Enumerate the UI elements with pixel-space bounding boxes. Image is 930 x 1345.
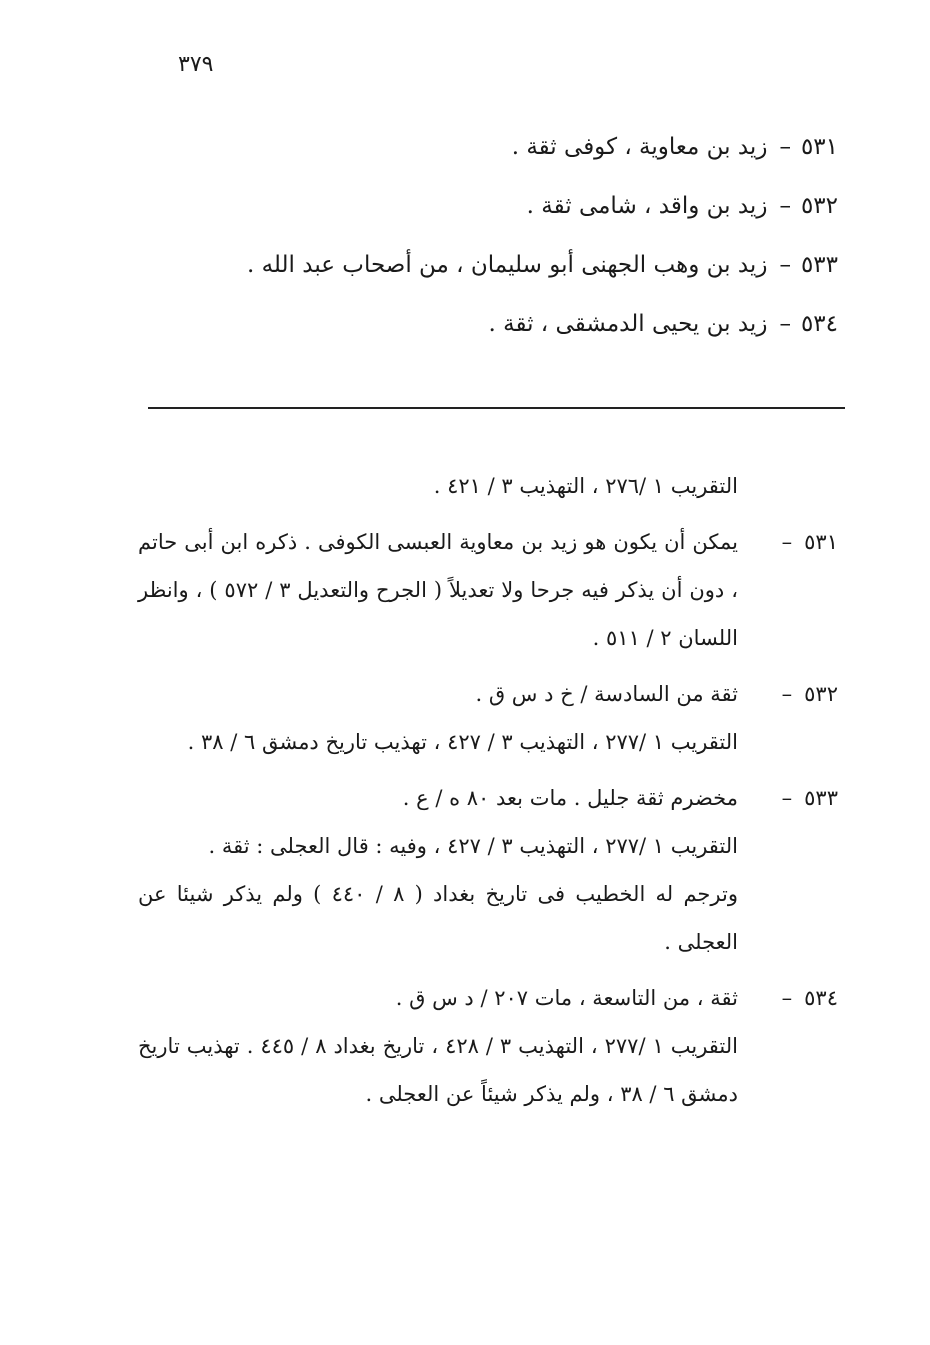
entry-number: ٥٣٤ <box>800 311 838 337</box>
entry-dash: – <box>779 193 791 219</box>
entry-text: زيد بن يحيى الدمشقى ، ثقة . <box>488 311 768 337</box>
footnote-label <box>738 670 838 766</box>
footnote-line: وترجم له الخطيب فى تاريخ بغداد ( ٨ / ٤٤٠ ) ولم يذكر شيئا عن العجلى . <box>138 882 738 954</box>
footnote-body <box>138 518 738 662</box>
entry-531 <box>138 132 838 191</box>
entry-533 <box>138 250 838 309</box>
entry-dash: – <box>779 252 791 278</box>
entry-number: ٥٣٢ <box>800 193 838 219</box>
main-entries <box>138 132 838 368</box>
footnote-label <box>738 974 838 1118</box>
footnote-intro: التقريب ١ /٢٧٦ ، التهذيب ٣ / ٤٢١ . <box>433 474 738 498</box>
footnote-dash: – <box>781 530 793 554</box>
entry-532 <box>138 191 838 250</box>
footnote-divider <box>148 407 845 409</box>
footnote-line: التقريب ١ /٢٧٧ ، التهذيب ٣ / ٤٢٧ ، تهذيب تاريخ دمشق ٦ / ٣٨ . <box>187 730 738 754</box>
entry-dash: – <box>779 311 791 337</box>
entry-text: زيد بن واقد ، شامى ثقة . <box>526 193 768 219</box>
footnote-531 <box>138 518 838 662</box>
footnote-534 <box>138 974 838 1118</box>
entry-number: ٥٣٣ <box>800 252 838 278</box>
entry-dash: – <box>779 134 791 160</box>
entry-text: زيد بن وهب الجهنى أبو سليمان ، من أصحاب عبد الله . <box>246 252 768 278</box>
footnote-line: التقريب ١ /٢٧٧ ، التهذيب ٣ / ٤٢٧ ، وفيه : قال العجلى : ثقة . <box>208 834 738 858</box>
footnote-label <box>738 774 838 966</box>
footnotes <box>138 462 838 1118</box>
footnote-number: ٥٣٣ <box>804 786 838 810</box>
footnote-533 <box>138 774 838 966</box>
footnote-line: مخضرم ثقة جليل . مات بعد ٨٠ ه / ع . <box>402 786 738 810</box>
footnote-line: التقريب ١ /٢٧٧ ، التهذيب ٣ / ٤٢٨ ، تاريخ بغداد ٨ / ٤٤٥ . تهذيب تاريخ دمشق ٦ / ٣٨ ، ولم يذكر شيئاً عن العجلى . <box>138 1034 738 1106</box>
footnote-body <box>138 774 738 966</box>
footnote-body <box>138 974 738 1118</box>
footnote-dash: – <box>781 786 793 810</box>
entry-534 <box>138 309 838 368</box>
footnote-number: ٥٣٤ <box>804 986 838 1010</box>
footnote-dash: – <box>781 682 793 706</box>
footnote-line: ثقة من السادسة / خ د س ق . <box>475 682 738 706</box>
footnote-number: ٥٣١ <box>804 530 838 554</box>
footnote-line: ثقة ، من التاسعة ، مات ٢٠٧ / د س ق . <box>395 986 738 1010</box>
entry-text: زيد بن معاوية ، كوفى ثقة . <box>511 134 768 160</box>
footnote-number: ٥٣٢ <box>804 682 838 706</box>
footnote-body <box>138 670 738 766</box>
footnote-532 <box>138 670 838 766</box>
entry-number: ٥٣١ <box>800 134 838 160</box>
footnote-dash: – <box>781 986 793 1010</box>
footnote-line: يمكن أن يكون هو زيد بن معاوية العبسى الكوفى . ذكره ابن أبى حاتم ، دون أن يذكر فيه جرحا ولا تعديلاً ( الجرح والتعديل ٣ / ٥٧٢ ) ، وانظر اللسان ٢ / ٥١١ . <box>138 530 738 650</box>
page-number: ٣٧٩ <box>178 52 214 77</box>
footnote-label <box>738 518 838 662</box>
